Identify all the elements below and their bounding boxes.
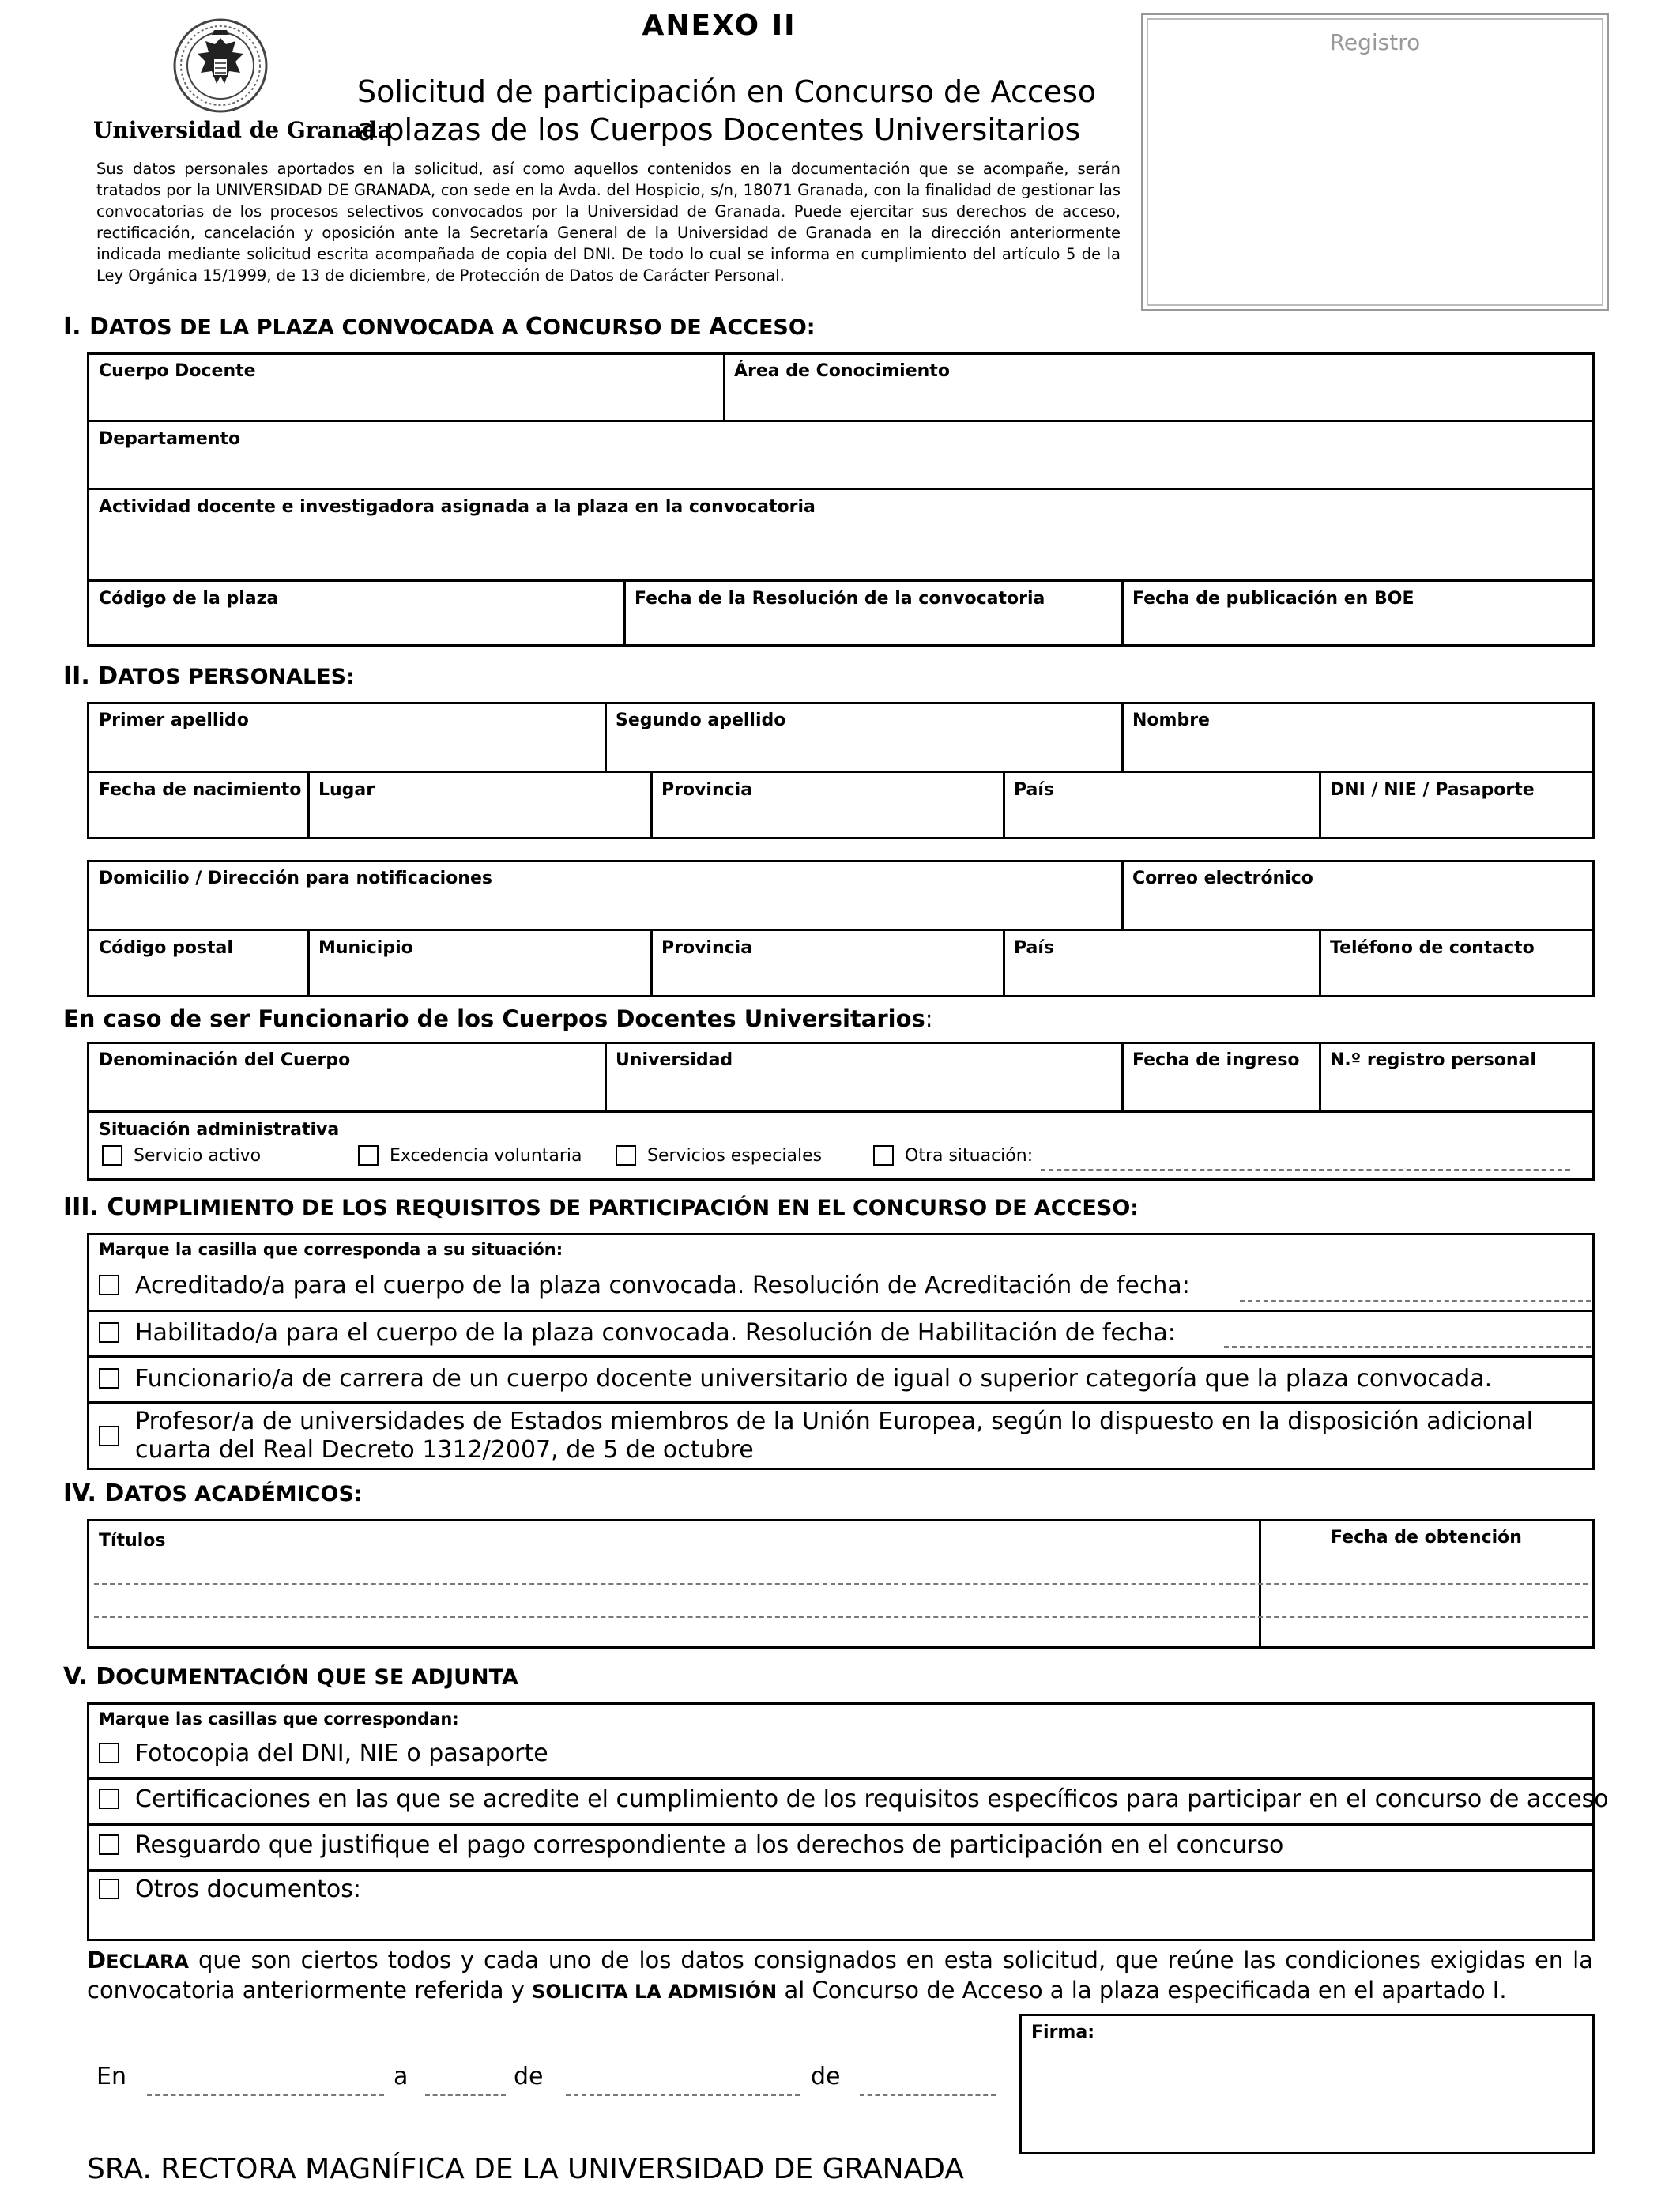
registro-box	[1141, 13, 1609, 311]
titulos-label: Títulos	[99, 1531, 166, 1551]
firma-box[interactable]	[1019, 2014, 1595, 2154]
university-seal-icon	[172, 17, 269, 114]
academicos-table	[87, 1519, 1595, 1649]
declaration-text: DECLARA que son ciertos todos y cada uno de los datos consignados en esta solicitud, que reúne las condiciones exigidas en la convocatoria anteriormente referida y SOLICITA LA ADMISIÓN al Concurso de Acceso a la plaza especificada en el apartado I.	[87, 1947, 1593, 2004]
address-table	[87, 860, 1595, 997]
lugar-input-line[interactable]	[147, 2094, 384, 2096]
provincia-domicilio-field[interactable]: Provincia	[661, 938, 753, 958]
mes-input-line[interactable]	[566, 2094, 800, 2096]
recipient-footer: SRA. RECTORA MAGNÍFICA DE LA UNIVERSIDAD DE GRANADA	[87, 2153, 964, 2185]
doc-otros-checkbox[interactable]	[99, 1879, 119, 1899]
university-logo	[93, 17, 392, 145]
habilitado-checkbox[interactable]	[99, 1322, 119, 1343]
doc-resguardo-checkbox[interactable]	[99, 1834, 119, 1855]
titulo-row-1[interactable]	[94, 1583, 1588, 1585]
primer-apellido-field[interactable]: Primer apellido	[99, 711, 249, 730]
excedencia-option[interactable]: Excedencia voluntaria	[358, 1145, 582, 1166]
requisito-habilitado[interactable]: Habilitado/a para el cuerpo de la plaza convocada. Resolución de Habilitación de fecha:	[99, 1319, 1176, 1348]
de-label-1: de	[514, 2063, 544, 2090]
habilitacion-fecha-line[interactable]	[1224, 1346, 1591, 1348]
university-name: Universidad de Granada	[93, 117, 392, 143]
requisito-funcionario[interactable]: Funcionario/a de carrera de un cuerpo docente universitario de igual o superior categoría que la plaza convocada.	[99, 1365, 1492, 1393]
otra-situacion-checkbox[interactable]	[873, 1145, 894, 1166]
codigo-plaza-field[interactable]: Código de la plaza	[99, 589, 279, 609]
doc-otros[interactable]: Otros documentos:	[99, 1875, 361, 1904]
universidad-field[interactable]: Universidad	[616, 1050, 733, 1070]
doc-dni[interactable]: Fotocopia del DNI, NIE o pasaporte	[99, 1740, 548, 1768]
excedencia-checkbox[interactable]	[358, 1145, 379, 1166]
fecha-obtencion-label: Fecha de obtención	[1331, 1528, 1522, 1547]
registro-personal-field[interactable]: N.º registro personal	[1330, 1050, 1536, 1070]
area-conocimiento-field[interactable]: Área de Conocimiento	[734, 361, 950, 381]
acreditacion-fecha-line[interactable]	[1240, 1300, 1591, 1302]
doc-certificaciones-checkbox[interactable]	[99, 1789, 119, 1809]
section-3-heading: III. CUMPLIMIENTO DE LOS REQUISITOS DE PARTICIPACIÓN EN EL CONCURSO DE ACCESO:	[63, 1193, 1139, 1221]
municipio-field[interactable]: Municipio	[318, 938, 413, 958]
requisitos-table	[87, 1233, 1595, 1470]
de-label-2: de	[811, 2063, 841, 2090]
requisito-profesor-ue[interactable]: Profesor/a de universidades de Estados miembros de la Unión Europea, según lo dispuesto en la disposición adicional cuarta del Real Decreto 1312/2007, de 5 de octubre	[99, 1408, 1589, 1465]
section-4-heading: IV. DATOS ACADÉMICOS:	[63, 1480, 363, 1507]
codigo-postal-field[interactable]: Código postal	[99, 938, 233, 958]
doc-certificaciones[interactable]: Certificaciones en las que se acredite el cumplimiento de los requisitos específicos para participar en el concurso de acceso	[99, 1785, 1609, 1814]
section-5-heading: V. DOCUMENTACIÓN QUE SE ADJUNTA	[63, 1663, 518, 1691]
otra-situacion-line[interactable]	[1041, 1169, 1570, 1171]
fecha-boe-field[interactable]: Fecha de publicación en BOE	[1132, 589, 1414, 609]
document-title	[357, 73, 1096, 149]
servicios-especiales-option[interactable]: Servicios especiales	[616, 1145, 822, 1166]
title-line-2: a plazas de los Cuerpos Docentes Universitarios	[357, 112, 1081, 147]
fecha-resolucion-field[interactable]: Fecha de la Resolución de la convocatoria	[635, 589, 1045, 609]
otra-situacion-option[interactable]: Otra situación:	[873, 1145, 1033, 1166]
fecha-ingreso-field[interactable]: Fecha de ingreso	[1132, 1050, 1300, 1070]
servicios-especiales-checkbox[interactable]	[616, 1145, 636, 1166]
documentacion-instruction: Marque las casillas que correspondan:	[99, 1710, 459, 1728]
nombre-field[interactable]: Nombre	[1132, 711, 1210, 730]
funcionario-checkbox[interactable]	[99, 1368, 119, 1389]
denominacion-field[interactable]: Denominación del Cuerpo	[99, 1050, 351, 1070]
anio-input-line[interactable]	[860, 2094, 996, 2096]
a-label: a	[394, 2063, 409, 2090]
lugar-field[interactable]: Lugar	[318, 780, 375, 800]
correo-field[interactable]: Correo electrónico	[1132, 869, 1313, 888]
personal-data-table	[87, 702, 1595, 839]
provincia-field[interactable]: Provincia	[661, 780, 753, 800]
acreditado-checkbox[interactable]	[99, 1275, 119, 1295]
requisitos-instruction: Marque la casilla que corresponda a su situación:	[99, 1240, 563, 1259]
annex-title: ANEXO II	[642, 9, 797, 42]
section-1-heading: I. DATOS DE LA PLAZA CONVOCADA A CONCURSO DE ACCESO:	[63, 313, 816, 341]
documentacion-table	[87, 1702, 1609, 1941]
profesor-ue-checkbox[interactable]	[99, 1426, 119, 1446]
fecha-nacimiento-field[interactable]: Fecha de nacimiento	[99, 780, 302, 800]
departamento-field[interactable]: Departamento	[99, 429, 241, 449]
segundo-apellido-field[interactable]: Segundo apellido	[616, 711, 786, 730]
registro-label: Registro	[1329, 29, 1421, 55]
title-line-1: Solicitud de participación en Concurso de Acceso	[357, 74, 1097, 109]
servicio-activo-checkbox[interactable]	[102, 1145, 122, 1166]
section-2-heading: II. DATOS PERSONALES:	[63, 662, 355, 690]
requisito-acreditado[interactable]: Acreditado/a para el cuerpo de la plaza convocada. Resolución de Acreditación de fecha:	[99, 1272, 1190, 1300]
domicilio-field[interactable]: Domicilio / Dirección para notificaciones	[99, 869, 492, 888]
dni-field[interactable]: DNI / NIE / Pasaporte	[1330, 780, 1535, 800]
plaza-table	[87, 352, 1595, 647]
pais-domicilio-field[interactable]: País	[1014, 938, 1055, 958]
pais-field[interactable]: País	[1014, 780, 1055, 800]
funcionario-table	[87, 1042, 1595, 1181]
dia-input-line[interactable]	[425, 2094, 506, 2096]
situacion-label: Situación administrativa	[99, 1120, 340, 1140]
doc-dni-checkbox[interactable]	[99, 1743, 119, 1763]
firma-label: Firma:	[1031, 2022, 1094, 2042]
titulo-row-2[interactable]	[94, 1616, 1588, 1618]
funcionario-heading: En caso de ser Funcionario de los Cuerpos Docentes Universitarios:	[63, 1005, 933, 1032]
servicio-activo-option[interactable]: Servicio activo	[102, 1145, 261, 1166]
telefono-field[interactable]: Teléfono de contacto	[1330, 938, 1535, 958]
privacy-notice: Sus datos personales aportados en la solicitud, así como aquellos contenidos en la documentación que se acompañe, serán tratados por la UNIVERSIDAD DE GRANADA, con sede en la Avda. del Hospicio, s/n, 18071 Granada, con la finalidad de gestionar las convocatorias de los procesos selectivos convocados por la Universidad de Granada. Puede ejercitar sus derechos de acceso, rectificación, cancelación y oposición ante la Secretaría General de la Universidad de Granada en la dirección anteriormente indicada mediante solicitud escrita acompañada de copia del DNI. De todo lo cual se informa en cumplimiento del artículo 5 de la Ley Orgánica 15/1999, de 13 de diciembre, de Protección de Datos de Carácter Personal.	[96, 160, 1121, 285]
en-label: En	[96, 2063, 126, 2090]
actividad-field[interactable]: Actividad docente e investigadora asignada a la plaza en la convocatoria	[99, 497, 816, 517]
doc-resguardo[interactable]: Resguardo que justifique el pago correspondiente a los derechos de participación en el concurso	[99, 1831, 1283, 1860]
cuerpo-docente-field[interactable]: Cuerpo Docente	[99, 361, 256, 381]
